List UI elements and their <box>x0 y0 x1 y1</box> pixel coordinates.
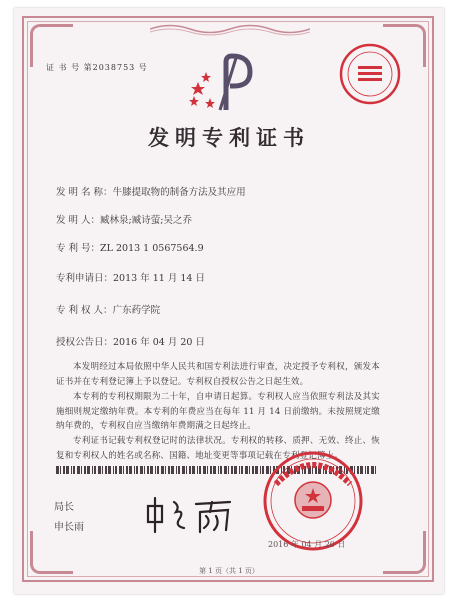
inventors-row <box>56 212 192 226</box>
inventors-label: 发 明 人： <box>56 215 101 226</box>
patent-office-logo <box>180 52 270 112</box>
director-name: 申长雨 <box>54 522 84 533</box>
inventors-value: 臧林泉;臧诗萤;吴之乔 <box>100 215 192 226</box>
patentee-label: 专 利 权 人： <box>56 305 113 316</box>
filing-date-row <box>56 270 205 284</box>
corner-ornament-top-left <box>30 24 73 67</box>
filing-date-value: 2013 年 11 月 14 日 <box>113 273 205 284</box>
certificate-number: 证 书 号 第2038753 号 <box>46 63 148 72</box>
paragraph-term-fees: 本专利的专利权期限为二十年，自申请日起算。专利权人应当依照专利法及其实施细则规定缴纳年费。本专利的年费应当在每年 11 月 14 日前缴纳。未按照规定缴纳年费的，专利权自应当缴纳年费期满之日起终止。 <box>56 392 380 431</box>
invention-name-row <box>56 184 246 198</box>
official-seal <box>262 450 364 552</box>
filing-date-label: 专利申请日： <box>56 273 114 284</box>
director-signature <box>140 492 240 536</box>
paragraph-grant-notice: 本发明经过本局依照中华人民共和国专利法进行审查，决定授予专利权，颁发本证书并在专利登记簿上予以登记。专利权自授权公告之日起生效。 <box>56 362 380 387</box>
seal-date: 2016 年 04 月 20 日 <box>268 540 346 549</box>
patent-number-value: ZL 2013 1 0567564.9 <box>100 243 204 254</box>
page-number: 第 1 页（共 1 页） <box>199 567 259 575</box>
top-ornament <box>150 22 310 36</box>
patentee-value: 广东药学院 <box>112 305 161 316</box>
patent-office-seal-small <box>338 42 402 106</box>
patent-number-row <box>56 240 204 254</box>
patentee-row <box>56 302 160 316</box>
invention-name-label: 发 明 名 称： <box>56 187 113 198</box>
paragraph-legal-status: 专利证书记载专利权登记时的法律状况。专利权的转移、质押、无效、终止、恢复和专利权人的姓名或名称、国籍、地址变更等事项记载在专利登记簿上。 <box>56 436 380 461</box>
director-title: 局长 <box>54 502 74 513</box>
certificate-title: 发明专利证书 <box>148 125 310 150</box>
grant-date-value: 2016 年 04 月 20 日 <box>113 337 205 348</box>
grant-date-row <box>56 334 205 348</box>
grant-date-label: 授权公告日： <box>56 337 114 348</box>
invention-name-value: 牛膝提取物的制备方法及其应用 <box>112 187 246 198</box>
patent-number-label: 专 利 号： <box>56 243 101 254</box>
